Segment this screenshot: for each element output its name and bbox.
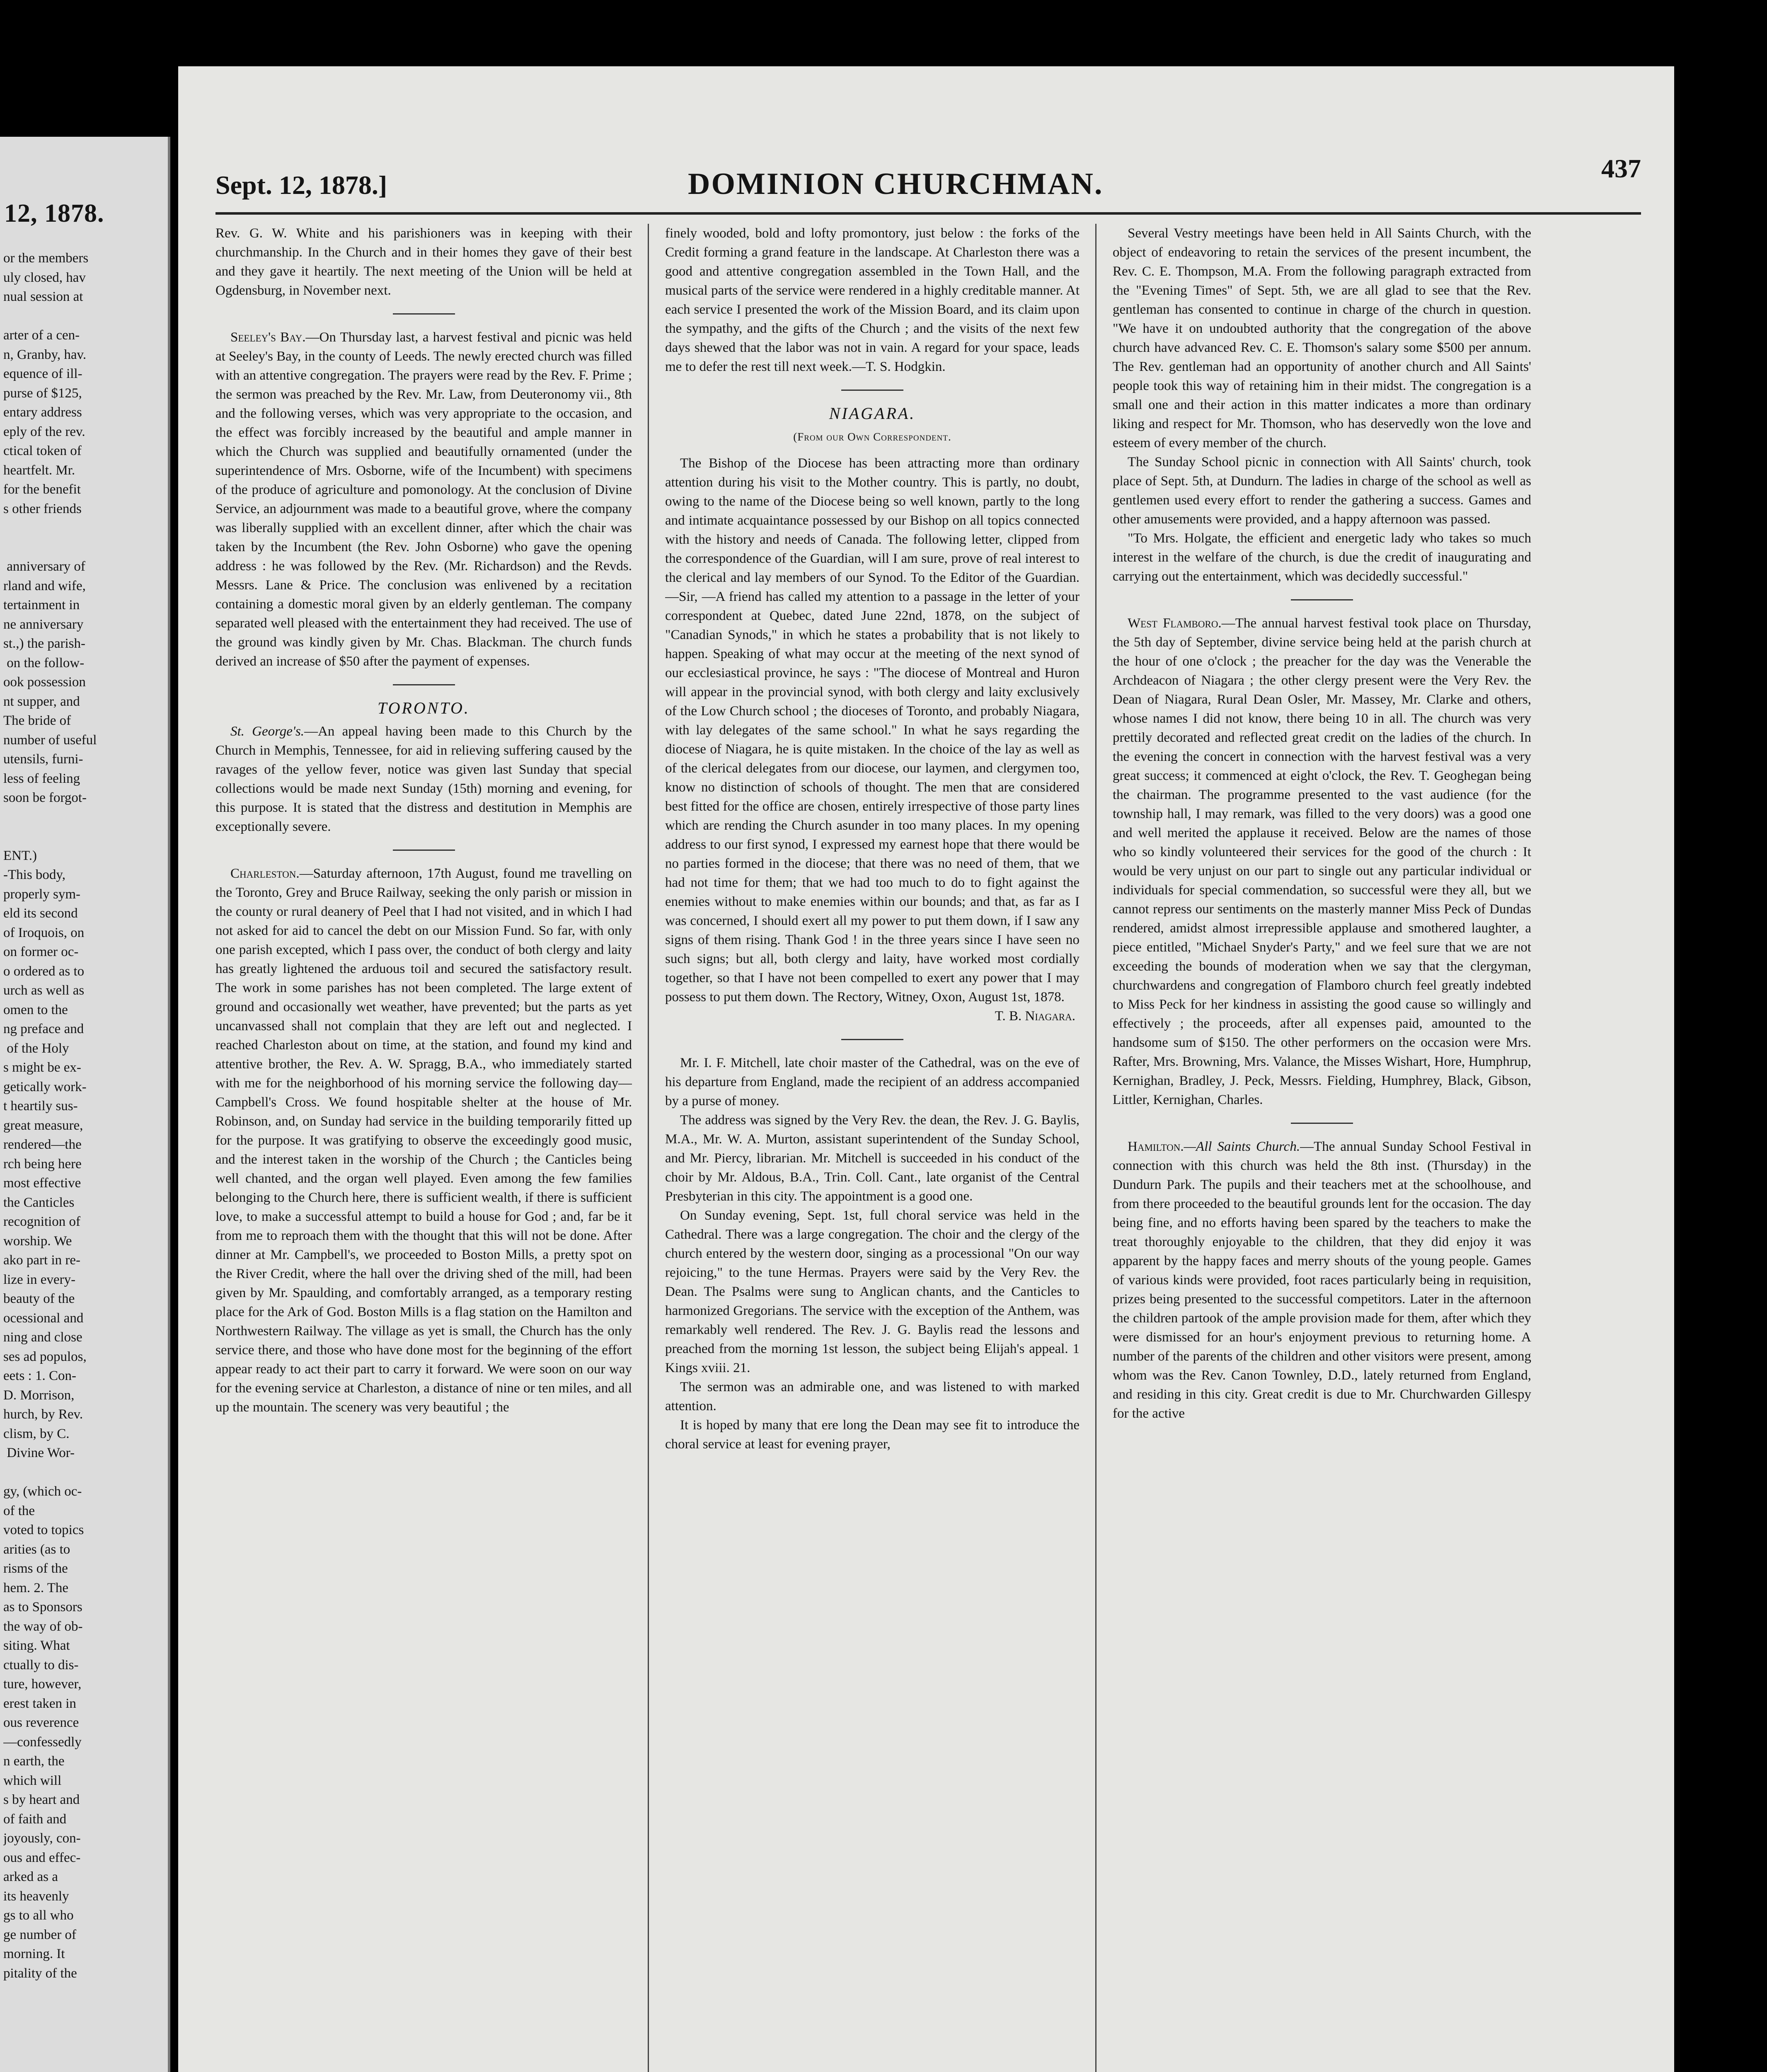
paragraph: Hamilton.—All Saints Church.—The annual Sunday School Festival in connection with this church was held the 8th inst. (Thursday) in the Dundurn Park. The pupils and their teachers met at the schoolhouse, and from there proceeded to the beautiful grounds lent for the occasion. The day being fine, and no efforts having been spared by the teachers to make the treat thoroughly enjoyable to the children, that they did enjoy it was apparent by the happy faces and merry shouts of the young people. Games of various kinds were provided, foot races particularly being in requisition, prizes being presented to the successful competitors. Later in the afternoon the children partook of the ample provision made for them, after which they were dismissed for an hour's enjoyment previous to returning home. A number of the parents of the children and other visitors were present, among whom was the Rev. Canon Townley, D.D., lately returned from England, and residing in this city. Great credit is due to Mr. Churchwarden Gillespy for the active [1113, 1139, 1531, 1421]
paragraph-subhead: —All Saints Church. [1184, 1139, 1300, 1154]
paragraph: Several Vestry meetings have been held in All Saints Church, with the object of endeavoring to retain the services of the present incumbent, the Rev. C. E. Thompson, M.A. From the following paragraph extracted from the "Evening Times" of Sept. 5th, we are all glad to see that the Rev. gentleman has consented to continue in charge of the church in question. "We have it on undoubted authority that the congregation of the above church have advanced Rev. C. E. Thomson's salary some $500 per annum. The Rev. gentleman had an opportunity of another church and All Saints' people took this way of retaining him in their midst. The congregation is a small one and their action in this matter indicates a more than ordinary liking and respect for Mr. Thomson, who has deservedly won the love and esteem of every member of the church. [1113, 226, 1531, 450]
page-number: 437 [1601, 154, 1641, 183]
column-rule [648, 224, 649, 2072]
previous-page-date: 12, 1878. [4, 199, 104, 228]
section-subheading: (From our Own Correspondent. [793, 431, 951, 443]
issue-date: Sept. 12, 1878.] [215, 170, 387, 200]
paragraph-lead: West Flamboro. [1128, 616, 1222, 631]
paragraph: Rev. G. W. White and his parishioners was in keeping with their churchmanship. In the Church and in their homes they gave of their best and they gave it heartily. The next meeting of the Union will be held at Ogdensburg, in November next. [215, 226, 632, 298]
publication-title: DOMINION CHURCHMAN. [688, 167, 1104, 201]
divider [841, 1039, 903, 1040]
divider [393, 684, 455, 685]
divider [393, 313, 455, 315]
column-rule [1095, 224, 1097, 2072]
newspaper-page [178, 66, 1674, 2072]
paragraph: finely wooded, bold and lofty promontory, just below : the forks of the Credit forming a grand feature in the landscape. At Charleston there was a good and attentive congregation assembled in the Town Hall, and the musical parts of the service were rendered in a highly creditable manner. At each service I presented the work of the Mission Board, and its claim upon the sympathy, and the gifts of the Church ; and the visits of the next few days shewed that the labor was not in vain. A regard for your space, leads me to defer the rest till next week.—T. S. Hodgkin. [665, 226, 1080, 374]
paragraph: The Sunday School picnic in connection with All Saints' church, took place of Sept. 5th, at Dundurn. The ladies in charge of the school as well as gentlemen used every effort to render the gathering a success. Games and other amusements were provided, and a happy afternoon was passed. [1113, 455, 1531, 527]
paragraph: West Flamboro.—The annual harvest festival took place on Thursday, the 5th day of September, divine service being held at the parish church at the hour of one o'clock ; the preacher for the day was the Venerable the Archdeacon of Niagara ; the other clergy present were the Very Rev. the Dean of Niagara, Rural Dean Osler, Mr. Massey, Mr. Clarke and others, whose names I did not know, there being 10 in all. The church was very prettily decorated and reflected great credit on the ladies of the church. In the evening the concert in connection with the harvest festival was a very great success; it commenced at eight o'clock, the Rev. T. Geoghegan being the chairman. The programme presented to the vast audience (for the township hall, I may remark, was filled to the very doors) was a good one and well merited the applause it received. Below are the names of those who so kindly volunteered their services for the good of the church : It would be very unjust on our part to single out any particular individual or individuals for special commendation, so successful were they all, but we cannot repress our sentiments on the masterly manner Miss Peck of Dundas rendered, amidst almost irrepressible applause and smothered laughter, a piece entitled, "Michael Snyder's Party," and we feel sure that we are not exceeding the bounds of moderation when we say that the clergyman, churchwardens and congregation of Flamboro church feel greatly indebted to Miss Peck for her kindness in assisting the good cause so willingly and effectively ; the proceeds, after all expenses paid, amounted to the handsome sum of $150. The other performers on the occasion were Mrs. Rafter, Mrs. Browning, Mrs. Valance, the Misses Wishart, Hore, Humphrup, Kernighan, Bradley, J. Peck, Messrs. Fielding, Humphrey, Black, Gibson, Littler, Kernighan, Charles. [1113, 616, 1531, 1107]
column-3 [1113, 224, 1531, 2072]
section-heading-niagara: NIAGARA. [829, 404, 916, 423]
paragraph: The Bishop of the Diocese has been attracting more than ordinary attention during his visit to the Mother country. This is partly, no doubt, owing to the name of the Diocese being so well known, partly to the long and intimate acquaintance possessed by our Bishop on all topics connected with the history and needs of Canada. The following letter, clipped from the correspondence of the Guardian, will I am sure, prove of real interest to the clerical and lay members of our Synod. To the Editor of the Guardian.—Sir, —A friend has called my attention to a passage in the letter of your correspondent at Quebec, dated June 22nd, 1878, on the subject of "Canadian Synods," in which he states a probability that is not likely to happen. Speaking of what may occur at the meeting of the next synod of our ecclesiastical province, he says : "The diocese of Montreal and Huron will appear in the provincial synod, with both clergy and laity exclusively of the Low Church school ; the dioceses of Toronto, and probably Niagara, with lay delegates of the same school." In what he says regarding the diocese of Niagara, he is quite mistaken. In the choice of the lay as well as of the clerical delegates from our diocese, our laymen, and clergymen too, know no distinction of schools of thought. The men that are considered best fitted for the office are chosen, entirely irrespective of those party lines which are rending the Church asunder in too many places. In my opening address to our first synod, I expressed my earnest hope that there would be no parties formed in the diocese; that there was no need of them, that we had not time for them; that we had too much to do to fight against the enemies without to make enemies within our bounds; and that, as far as I was concerned, I should exert all my power to put them down, if I saw any signs of them rising. Thank God ! in the three years since I have seen no such signs; but all, both clergy and laity, have worked most cordially together, so that I have not been compelled to exert any power that I may possess to put them down. The Rectory, Witney, Oxon, August 1st, 1878. [665, 456, 1080, 1005]
header-rule [215, 212, 1641, 215]
paragraph: Mr. I. F. Mitchell, late choir master of the Cathedral, was on the eve of his departure from England, made the recipient of an address accompanied by a purse of money. [665, 1055, 1080, 1109]
divider [393, 850, 455, 851]
paragraph: Charleston.—Saturday afternoon, 17th August, found me travelling on the Toronto, Grey and Bruce Railway, seeking the only parish or mission in the county or rural deanery of Peel that I had not visited, and in which I had not asked for aid to cancel the debt on our Mission Fund. So far, with only one parish excepted, which I pass over, the conduct of both clergy and laity has greatly lightened the arduous toil and secured the satisfactory result. The work in some parishes has not been completed. The large extent of ground and occasionally wet weather, have prevented; but the parts as yet uncanvassed shall not complain that they are left out and neglected. I reached Charleston about on time, at the station, and found my kind and attentive brother, the Rev. A. W. Spragg, B.A., who immediately started with me for the neighborhood of his morning service the following day—Campbell's Cross. We found hospitable shelter at the house of Mr. Robinson, and, on Sunday had service in the building temporarily fitted up for the purpose. It was gratifying to observe the exceedingly good music, and the interest taken in the worship of the Church ; the Canticles being well chanted, and the organ well played. Even among the few families belonging to the Church here, there is sufficient wealth, if there is sufficient love, to make a successful attempt to build a house for God ; and, far be it from me to reproach them with the thought that this will not be done. After dinner at Mr. Campbell's, we proceeded to Boston Mills, a pretty spot on the River Credit, where the hall over the driving shed of the mill, had been given by Mr. Spaulding, and comfortably arranged, as a temporary resting place for the Ark of God. Boston Mills is a flag station on the Hamilton and Northwestern Railway. The village as yet is small, the Church has the only service there, and those who have done most for the beginning of the effort appear ready to act their part to carry it forward. We were soon on our way for the evening service at Charleston, a distance of nine or ten miles, and all up the mountain. The scenery was very beautiful ; the [215, 866, 632, 1415]
paragraph: Seeley's Bay.—On Thursday last, a harvest festival and picnic was held at Seeley's Bay, in the county of Leeds. The newly erected church was filled with an attentive congregation. The prayers were read by the Rev. F. Prime ; the sermon was preached by the Rev. Mr. Law, from Deuteronomy vii., 8th and the following verses, which was very appropriate to the occasion, and the effect was forcibly increased by the beautiful and ample manner in which the Church was supplied and beautifully ornamented (under the superintendence of Mrs. Osborne, wife of the Incumbent) with specimens of the produce of agriculture and pomonology. At the conclusion of Divine Service, an adjournment was made to a beautiful grove, where the company was liberally supplied with an excellent dinner, after which the chair was taken by the Incumbent (the Rev. John Osborne) who gave the opening address : he was followed by the Rev. (Mr. Richardson) and the Revds. Messrs. Lane & Price. The conclusion was enlivened by a recitation containing a domestic moral given by an elderly gentleman. The company separated well pleased with the entertainment they had received. The use of the ground was kindly given by Mr. Chas. Blackman. The church funds derived an increase of $50 after the payment of expenses. [215, 330, 632, 669]
previous-page-text: or the members uly closed, hav nual session at arter of a cen- n, Granby, hav. equence of ill- purse of $125, entary address eply of the rev. ctical token of heartfelt. Mr. for the benefit s other friends anniversary of rland and wife, tertainment in ne anniversary st.,) the parish- on the follow- ook possession nt supper, and The bride of number of useful utensils, furni- less of feeling soon be forgot- ENT.) -This body, properly sym- eld its second of Iroquois, on on former oc- o ordered as to urch as well as omen to the ng preface and of the Holy s might be ex- getically work- t heartily sus- great measure, rendered—the rch being here most effective the Canticles recognition of worship. We ako part in re- lize in every- beauty of the ocessional and ning and close ses ad populos, eets : 1. Con- D. Morrison, hurch, by Rev. clism, by C. Divine Wor- gy, (which oc- of the voted to topics arities (as to risms of the hem. 2. The as to Sponsors the way of ob- siting. What ctually to dis- ture, however, erest taken in ous reverence —confessedly n earth, the which will s by heart and of faith and joyously, con- ous and effec- arked as a its heavenly gs to all who ge number of morning. It pitality of the [3, 251, 97, 1981]
section-heading-toronto: TORONTO. [378, 699, 470, 717]
divider [841, 390, 903, 391]
paragraph-lead: St. George's. [230, 724, 305, 739]
paragraph: The sermon was an admirable one, and was listened to with marked attention. [665, 1380, 1080, 1414]
column-2 [665, 224, 1080, 2072]
paragraph-lead: Hamilton. [1128, 1139, 1184, 1154]
signature: T. B. Niagara. [995, 1009, 1075, 1024]
divider [1291, 1123, 1353, 1124]
column-1 [215, 224, 632, 2072]
paragraph: It is hoped by many that ere long the Dean may see fit to introduce the choral service at least for evening prayer, [665, 1418, 1080, 1452]
paragraph-lead: Charleston. [230, 866, 300, 881]
paragraph-lead: Seeley's Bay. [230, 330, 306, 345]
divider [1291, 599, 1353, 600]
paragraph: "To Mrs. Holgate, the efficient and energetic lady who takes so much interest in the welfare of the church, is due the credit of inaugurating and carrying out the entertainment, which was decidedly successful." [1113, 531, 1531, 584]
paragraph: St. George's.—An appeal having been made to this Church by the Church in Memphis, Tennessee, for aid in relieving suffering caused by the ravages of the yellow fever, notice was given last Sunday that special collections would be made next Sunday (15th) morning and evening, for this purpose. It is stated that the distress and destitution in Memphis are exceptionally severe. [215, 724, 632, 834]
paragraph: On Sunday evening, Sept. 1st, full choral service was held in the Cathedral. There was a large congregation. The choir and the clergy of the church entered by the western door, singing as a processional "On our way rejoicing," to the tune Hermas. Prayers were said by the Very Rev. the Dean. The Psalms were sung to Anglican chants, and the Canticles to harmonized Gregorians. The service with the exception of the Anthem, was remarkably well rendered. The Rev. J. G. Baylis read the lessons and preached from the morning 1st lesson, the subject being Elijah's appeal. 1 Kings xviii. 21. [665, 1208, 1080, 1375]
running-head [215, 154, 1641, 211]
paragraph: The address was signed by the Very Rev. the dean, the Rev. J. G. Baylis, M.A., Mr. W. A. Murton, assistant superintendent of the Sunday School, and Mr. Piercy, librarian. Mr. Mitchell is succeeded in his conduct of the choir by Mr. Aldous, B.A., Trin. Coll. Cant., late organist of the Central Presbyterian in this city. The appointment is a good one. [665, 1113, 1080, 1204]
previous-page-fragment [0, 137, 170, 2072]
